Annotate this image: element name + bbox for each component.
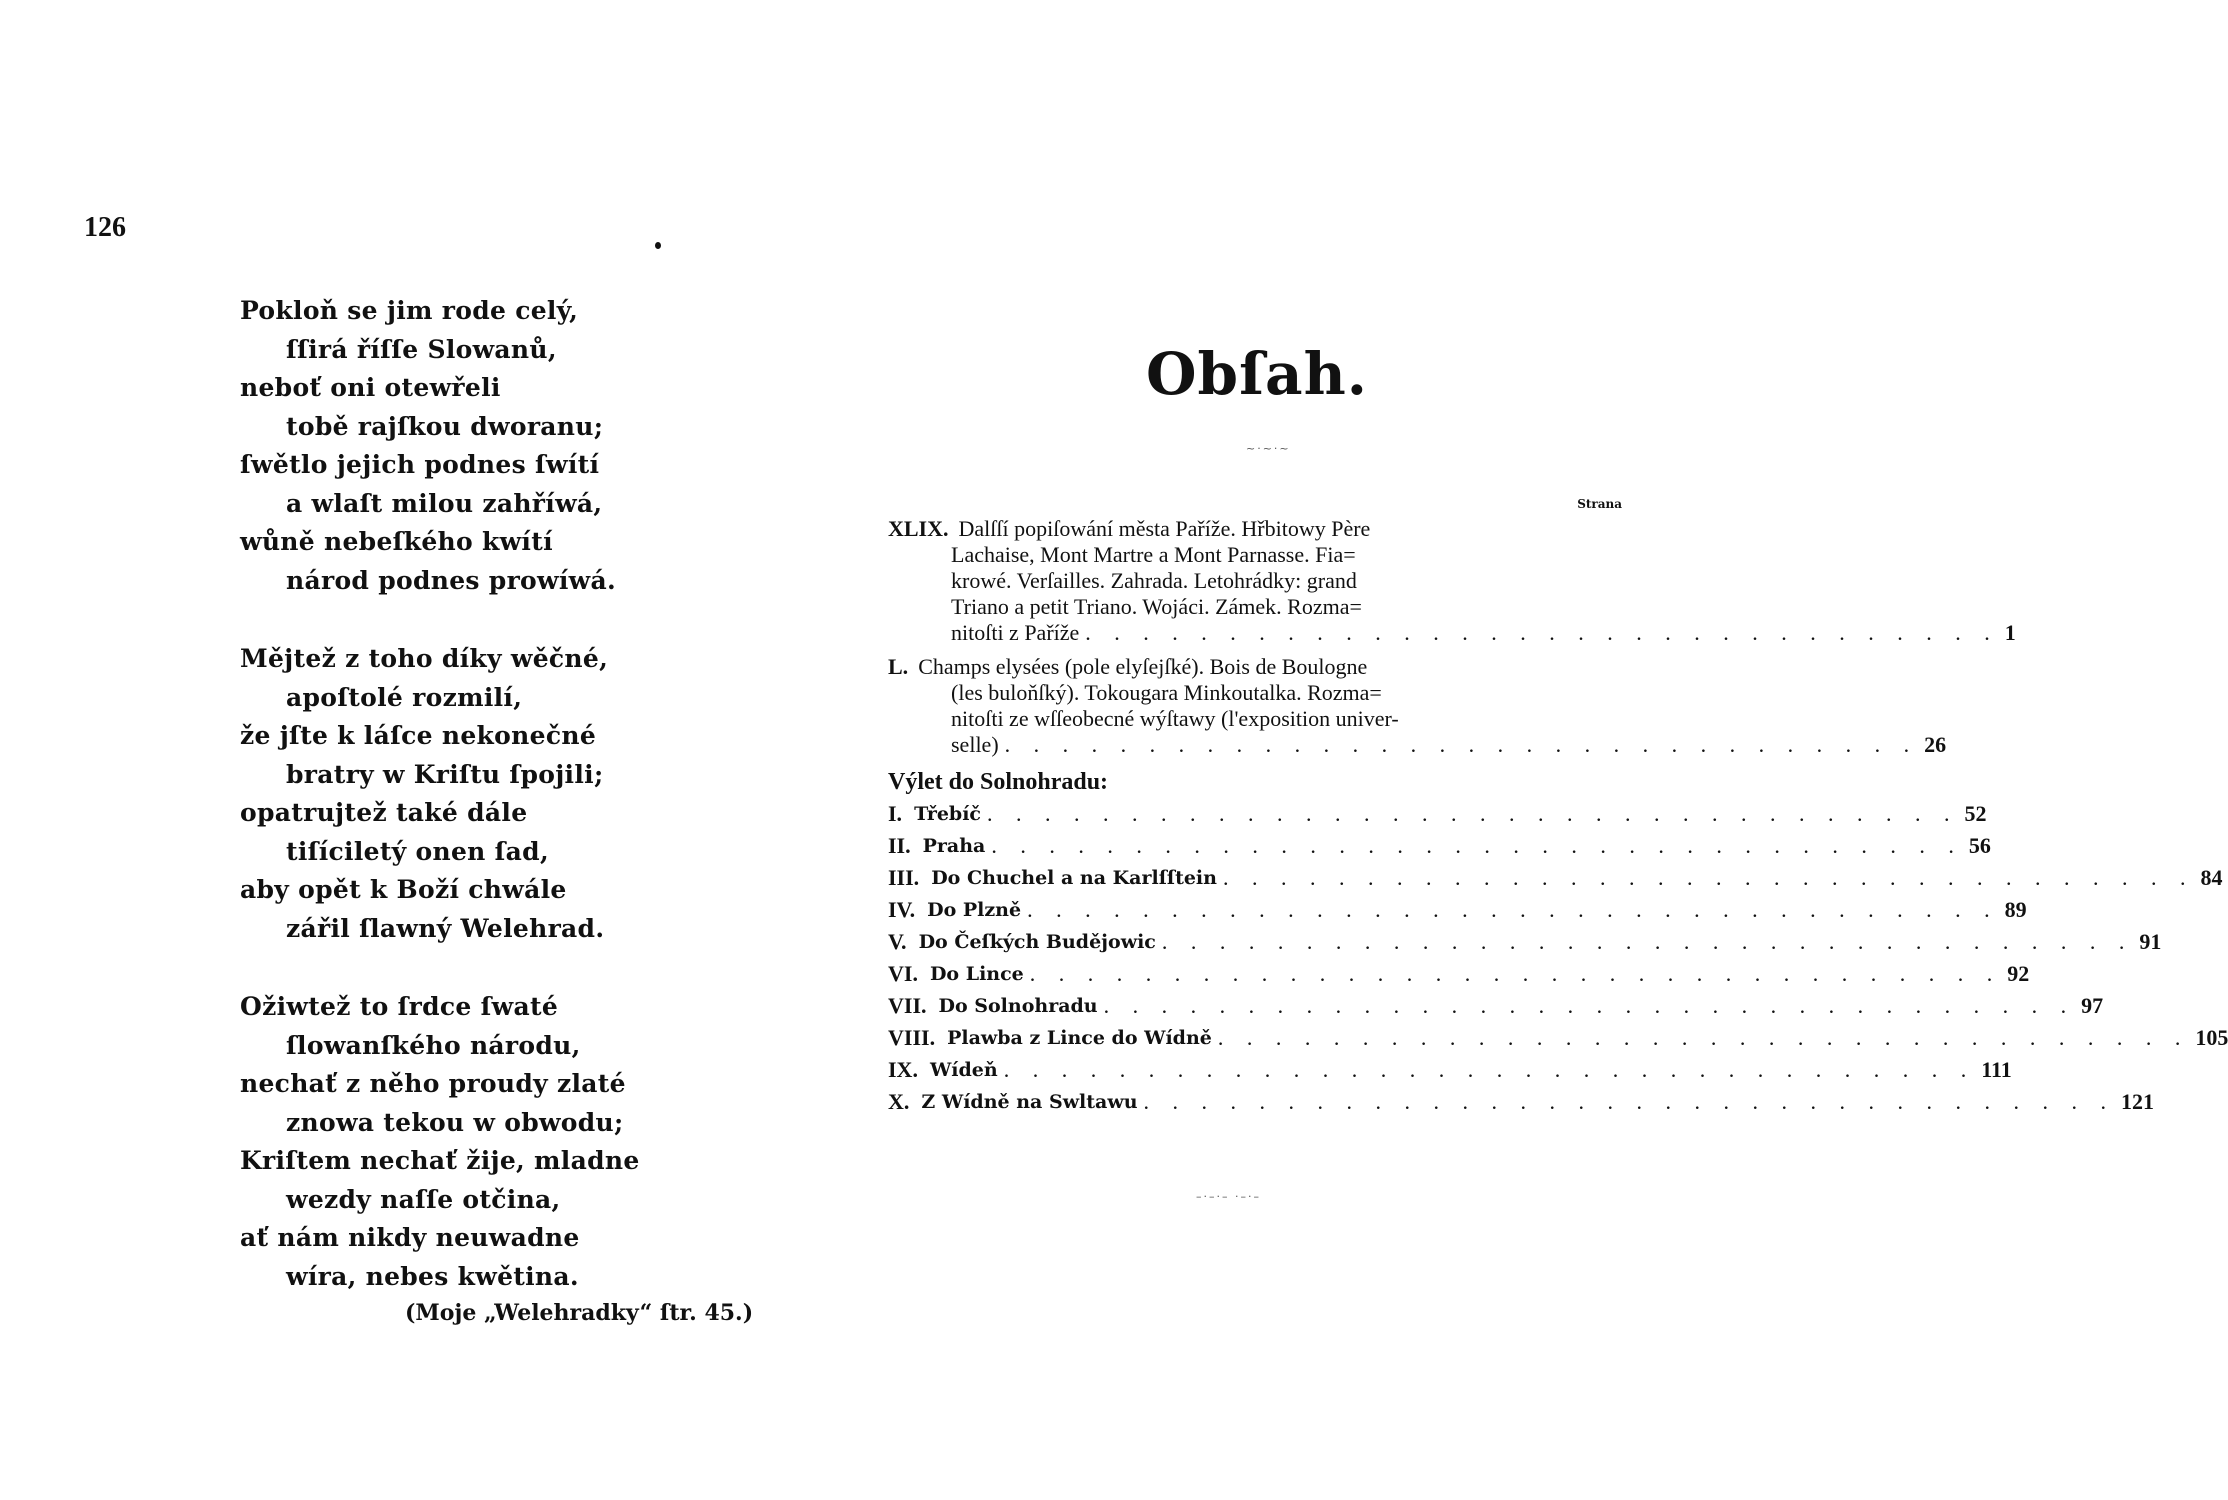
- verse-line: bratry w Kriſtu ſpojili;: [286, 759, 604, 789]
- stanza: [240, 988, 800, 1296]
- verse-line: Ožiwtež to ſrdce ſwaté: [240, 992, 559, 1021]
- toc-entry-line: Triano a petit Triano. Wojáci. Zámek. Rozma=: [951, 594, 1362, 619]
- toc-subentry-title: Třebíč: [914, 803, 981, 825]
- toc-subentry-title: Wídeň: [929, 1059, 998, 1081]
- toc-entry-text: [888, 516, 1516, 620]
- verse-line: Kriſtem nechať žije, mladne: [240, 1146, 640, 1175]
- toc-entry-line: [888, 732, 1947, 758]
- verse-line: ať nám nikdy neuwadne: [240, 1223, 580, 1252]
- toc-subentry-number: IX.: [888, 1057, 918, 1082]
- leader-dots: . . . . . . . . . . . . . . . . . . . . . . . . . . . . . . . .: [1085, 620, 1999, 645]
- toc-page-ref: 84: [2200, 865, 2223, 890]
- toc-subentry-title: Do Solnohradu: [938, 995, 1098, 1017]
- leader-dots: . . . . . . . . . . . . . . . . . . . . . . . . . . . . . . . . . .: [1143, 1089, 2116, 1114]
- verse-line: znowa tekou w obwodu;: [286, 1107, 624, 1137]
- toc-subentry: [888, 1022, 2228, 1054]
- toc-entry-line: [888, 620, 2016, 646]
- toc-subentry-title: Do Lince: [929, 963, 1024, 985]
- toc-subentry-title: Z Wídně na Swltawu: [921, 1091, 1138, 1113]
- toc-entry-line: Lachaise, Mont Martre a Mont Parnasse. Fia=: [951, 542, 1356, 567]
- toc-entry-line: [888, 516, 1516, 542]
- verse-line: tobě rajſkou dworanu;: [286, 411, 604, 441]
- toc-subentry: [888, 958, 2030, 990]
- toc-subentry: [888, 1086, 2155, 1118]
- toc-subentry-number: IV.: [888, 897, 916, 922]
- toc-page-ref: 52: [1964, 801, 1987, 826]
- toc-subentry-number: II.: [888, 833, 911, 858]
- toc-entry-number: L.: [888, 654, 909, 679]
- section-heading: Výlet do Solnohradu:: [888, 769, 1109, 795]
- toc-entry-text: [888, 654, 1516, 732]
- toc-entry-line: krowé. Verſailles. Zahrada. Letohrádky: grand: [951, 568, 1357, 593]
- toc-subentry-number: VIII.: [888, 1025, 936, 1050]
- toc-entry-line: nitoſti ze wſſeobecné wýſtawy (l'exposition univer-: [951, 706, 1399, 731]
- toc-subentry-title: Do Chuchel a na Karlſſtein: [931, 867, 1217, 889]
- ink-speck: [655, 242, 661, 249]
- toc-page-ref: 89: [2004, 897, 2027, 922]
- toc-page-ref: 92: [2007, 961, 2030, 986]
- toc-subentry-number: VII.: [888, 993, 927, 1018]
- verse-line: Mějtež z toho díky wěčné,: [240, 644, 609, 673]
- toc-page-ref: 26: [1924, 732, 1947, 757]
- verse-line: wíra, nebes kwětina.: [286, 1261, 579, 1291]
- toc-page-ref: 97: [2081, 993, 2104, 1018]
- leader-dots: . . . . . . . . . . . . . . . . . . . . . . . . . . . . . . . .: [1004, 732, 1919, 757]
- toc-subentry-number: I.: [888, 801, 903, 826]
- verse-line: Pokloň se jim rode celý,: [240, 296, 579, 325]
- toc-subentry: [888, 798, 1987, 830]
- verse-line: aby opět k Boží chwále: [240, 875, 567, 904]
- toc-subentry-title: Do Čeſkých Budějowic: [918, 931, 1156, 953]
- toc-page-ref: 105: [2195, 1025, 2228, 1050]
- verse-line: wůně nebeſkého kwítí: [240, 527, 553, 556]
- toc-entry-line-text: selle): [951, 732, 999, 757]
- verse-line: a wlaſt milou zahříwá,: [286, 488, 603, 518]
- verse-line: národ podnes prowíwá.: [286, 565, 616, 595]
- stanza: [240, 292, 800, 600]
- stanza: [240, 640, 800, 948]
- verse-line: nechať z něho proudy zlaté: [240, 1069, 626, 1098]
- left-page: [0, 0, 823, 1500]
- toc-subentry-number: VI.: [888, 961, 918, 986]
- leader-dots: . . . . . . . . . . . . . . . . . . . . . . . . . . . . . . . . . .: [991, 833, 1963, 858]
- leader-dots: . . . . . . . . . . . . . . . . . . . . . . . . . . . . . . . . . .: [1161, 929, 2134, 954]
- toc-title: Obſah.: [1146, 340, 1368, 408]
- verse-line: tiſíciletý onen ſad,: [286, 836, 549, 866]
- toc-entry: [888, 516, 2016, 646]
- leader-dots: . . . . . . . . . . . . . . . . . . . . . . . . . . . . . . . . . .: [1029, 961, 2002, 986]
- leader-dots: . . . . . . . . . . . . . . . . . . . . . . . . . . . . . . . . . .: [1222, 865, 2195, 890]
- ornament-divider: –·–·– ·–·–: [1196, 1190, 1261, 1203]
- poem: [240, 292, 800, 1336]
- toc-entry-line-text: Dalſſí popiſowání města Paříže. Hřbitowy Père: [958, 516, 1371, 541]
- table-of-contents: [888, 516, 2228, 1118]
- toc-subentry: [888, 926, 2162, 958]
- toc-subentry: [888, 1054, 2012, 1086]
- toc-page-ref: 1: [2004, 620, 2016, 645]
- toc-entry-number: XLIX.: [888, 516, 949, 541]
- verse-line: zářil ſlawný Welehrad.: [286, 913, 605, 943]
- verse-line: ſlowanſkého národu,: [286, 1030, 581, 1060]
- page-number: 126: [84, 212, 126, 243]
- verse-line: že jſte k láſce nekonečné: [240, 721, 597, 750]
- toc-page-ref: 111: [1981, 1057, 2012, 1082]
- leader-dots: . . . . . . . . . . . . . . . . . . . . . . . . . . . . . . . . . .: [987, 801, 1959, 826]
- toc-subentry-title: Praha: [922, 835, 986, 857]
- leader-dots: . . . . . . . . . . . . . . . . . . . . . . . . . . . . . . . . . .: [1103, 993, 2076, 1018]
- leader-dots: . . . . . . . . . . . . . . . . . . . . . . . . . . . . . . . . . .: [1027, 897, 1999, 922]
- toc-subentry: [888, 830, 1991, 862]
- right-page: [823, 0, 2228, 1500]
- toc-entry-line: [888, 654, 1516, 680]
- ornament-divider: ~·~·~: [1246, 442, 1291, 455]
- verse-line: apoſtolé rozmilí,: [286, 682, 523, 712]
- toc-entry-line-text: nitoſti z Paříže: [951, 620, 1080, 645]
- toc-subentry: [888, 894, 2027, 926]
- page-column-label: Strana: [1577, 497, 1622, 511]
- toc-entry: [888, 654, 1947, 758]
- leader-dots: . . . . . . . . . . . . . . . . . . . . . . . . . . . . . . . . . .: [1003, 1057, 1976, 1082]
- toc-subentry: [888, 990, 2104, 1022]
- toc-subentry-number: V.: [888, 929, 907, 954]
- verse-line: opatrujtež také dále: [240, 798, 528, 827]
- toc-page-ref: 91: [2139, 929, 2162, 954]
- toc-subentry-number: X.: [888, 1089, 910, 1114]
- citation: (Moje „Welehradky“ ſtr. 45.): [405, 1300, 754, 1326]
- toc-page-ref: 56: [1968, 833, 1991, 858]
- verse-line: wezdy naſſe otčina,: [286, 1184, 561, 1214]
- toc-entry-line-text: Champs elysées (pole elyſejſké). Bois de Boulogne: [918, 654, 1368, 679]
- toc-entry-line: (les buloňſký). Tokougara Minkoutalka. Rozma=: [951, 680, 1382, 705]
- toc-subentry-number: III.: [888, 865, 920, 890]
- toc-page-ref: 121: [2121, 1089, 2155, 1114]
- toc-subentry-title: Do Plzně: [927, 899, 1022, 921]
- verse-line: ſſirá říſſe Slowanů,: [286, 334, 557, 364]
- toc-subentry-title: Plawba z Lince do Wídně: [947, 1027, 1212, 1049]
- verse-line: ſwětlo jejich podnes ſwítí: [240, 450, 600, 479]
- leader-dots: . . . . . . . . . . . . . . . . . . . . . . . . . . . . . . . . . .: [1217, 1025, 2190, 1050]
- verse-line: neboť oni otewřeli: [240, 373, 501, 402]
- toc-subentry: [888, 862, 2223, 894]
